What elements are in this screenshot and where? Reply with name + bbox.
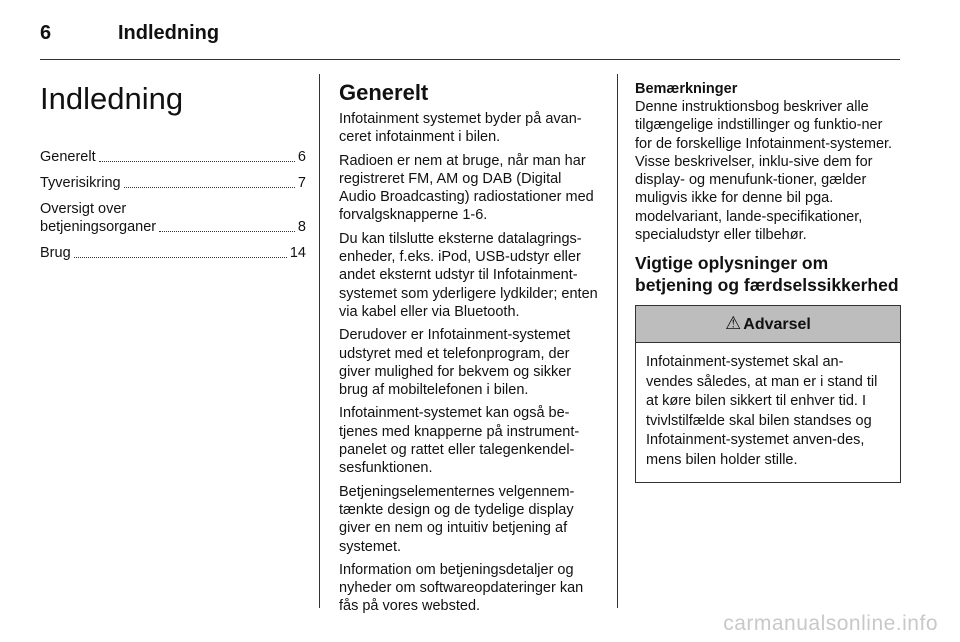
warning-label: Advarsel [743,316,811,334]
column-divider [319,74,320,608]
toc-label: Tyverisikring [40,175,121,191]
toc-page: 7 [297,175,306,191]
paragraph: Infotainment-systemet kan også be-tjenes med knapperne på instrument-panelet og rattet eller talegenkendel-sesfunktionen. [339,405,580,477]
toc-page: 6 [297,149,306,165]
safety-title: Vigtige oplysninger om betjening og færdselssikkerhed [635,253,899,296]
toc-leader [74,257,287,258]
page-header [40,18,900,58]
note-text: Denne instruktionsbog beskriver alle tilgængelige indstillinger og funktio-ner for de forskellige Infotainment-systemer. Visse beskrivelser, inklu-sive dem for display- og menufunk-tioner, gælder muligvis ikke for denne bil pga. modelvariant, lande-specifikationer, specialudstyr eller tilbehør. [635,99,893,244]
note-heading: Bemærkninger [635,81,738,97]
toc-label: Oversigt over betjeningsorganer [40,201,157,235]
paragraph: Derudover er Infotainment-systemet udstyret med et telefonprogram, der giver mulighed for bekvem og sikker brug af mobiltelefonen i bilen. [339,327,572,399]
paragraph: Du kan tilslutte eksterne datalagrings-enheder, f.eks. iPod, USB-udstyr eller andet eksternt udstyr til Infotainment-systemet som yderligere lydkilder; enten via kabel eller via Bluetooth. [339,230,598,320]
toc-page: 8 [297,219,306,235]
notes-column [635,80,901,483]
toc-page: 14 [289,245,306,261]
warning-header [636,306,900,343]
paragraph: Radioen er nem at bruge, når man har registreret FM, AM og DAB (Digital Audio Broadcasting) radiostationer med forvalgsknapperne 1-6. [339,152,594,224]
section-title: Generelt [339,80,429,105]
paragraph: Betjeningselementernes velgennem-tænkte design og de tydelige display giver en nem og intuitiv betjening af systemet. [339,483,575,555]
toc-column [40,80,306,270]
toc-entry[interactable] [40,200,306,236]
paragraph: Infotainment systemet byder på avan-ceret infotainment i bilen. [339,111,582,146]
header-title: Indledning [118,22,220,44]
toc-entry[interactable] [40,174,306,192]
toc-leader [124,187,295,188]
toc-label: Brug [40,245,71,261]
generelt-column [339,80,601,621]
page-number: 6 [40,22,52,44]
column-divider [617,74,618,608]
toc-leader [99,161,295,162]
chapter-title: Indledning [40,81,184,116]
paragraph: Information om betjeningsdetaljer og nyheder om softwareopdateringer kan fås på vores websted. [339,561,584,615]
toc-entry[interactable] [40,148,306,166]
toc-entry[interactable] [40,244,306,262]
header-rule [40,59,900,60]
warning-box [635,305,901,483]
toc-leader [159,231,295,232]
warning-text: Infotainment-systemet skal an-vendes således, at man er i stand til at køre bilen sikkert til enhver tid. I tvivlstilfælde skal bilen standses og Infotainment-systemet anven-des, mens bilen holder stille. [646,354,878,468]
watermark: carmanualsonline.info [723,612,938,635]
toc-label: Generelt [40,149,96,165]
warning-triangle-icon: ⚠ [725,313,742,334]
